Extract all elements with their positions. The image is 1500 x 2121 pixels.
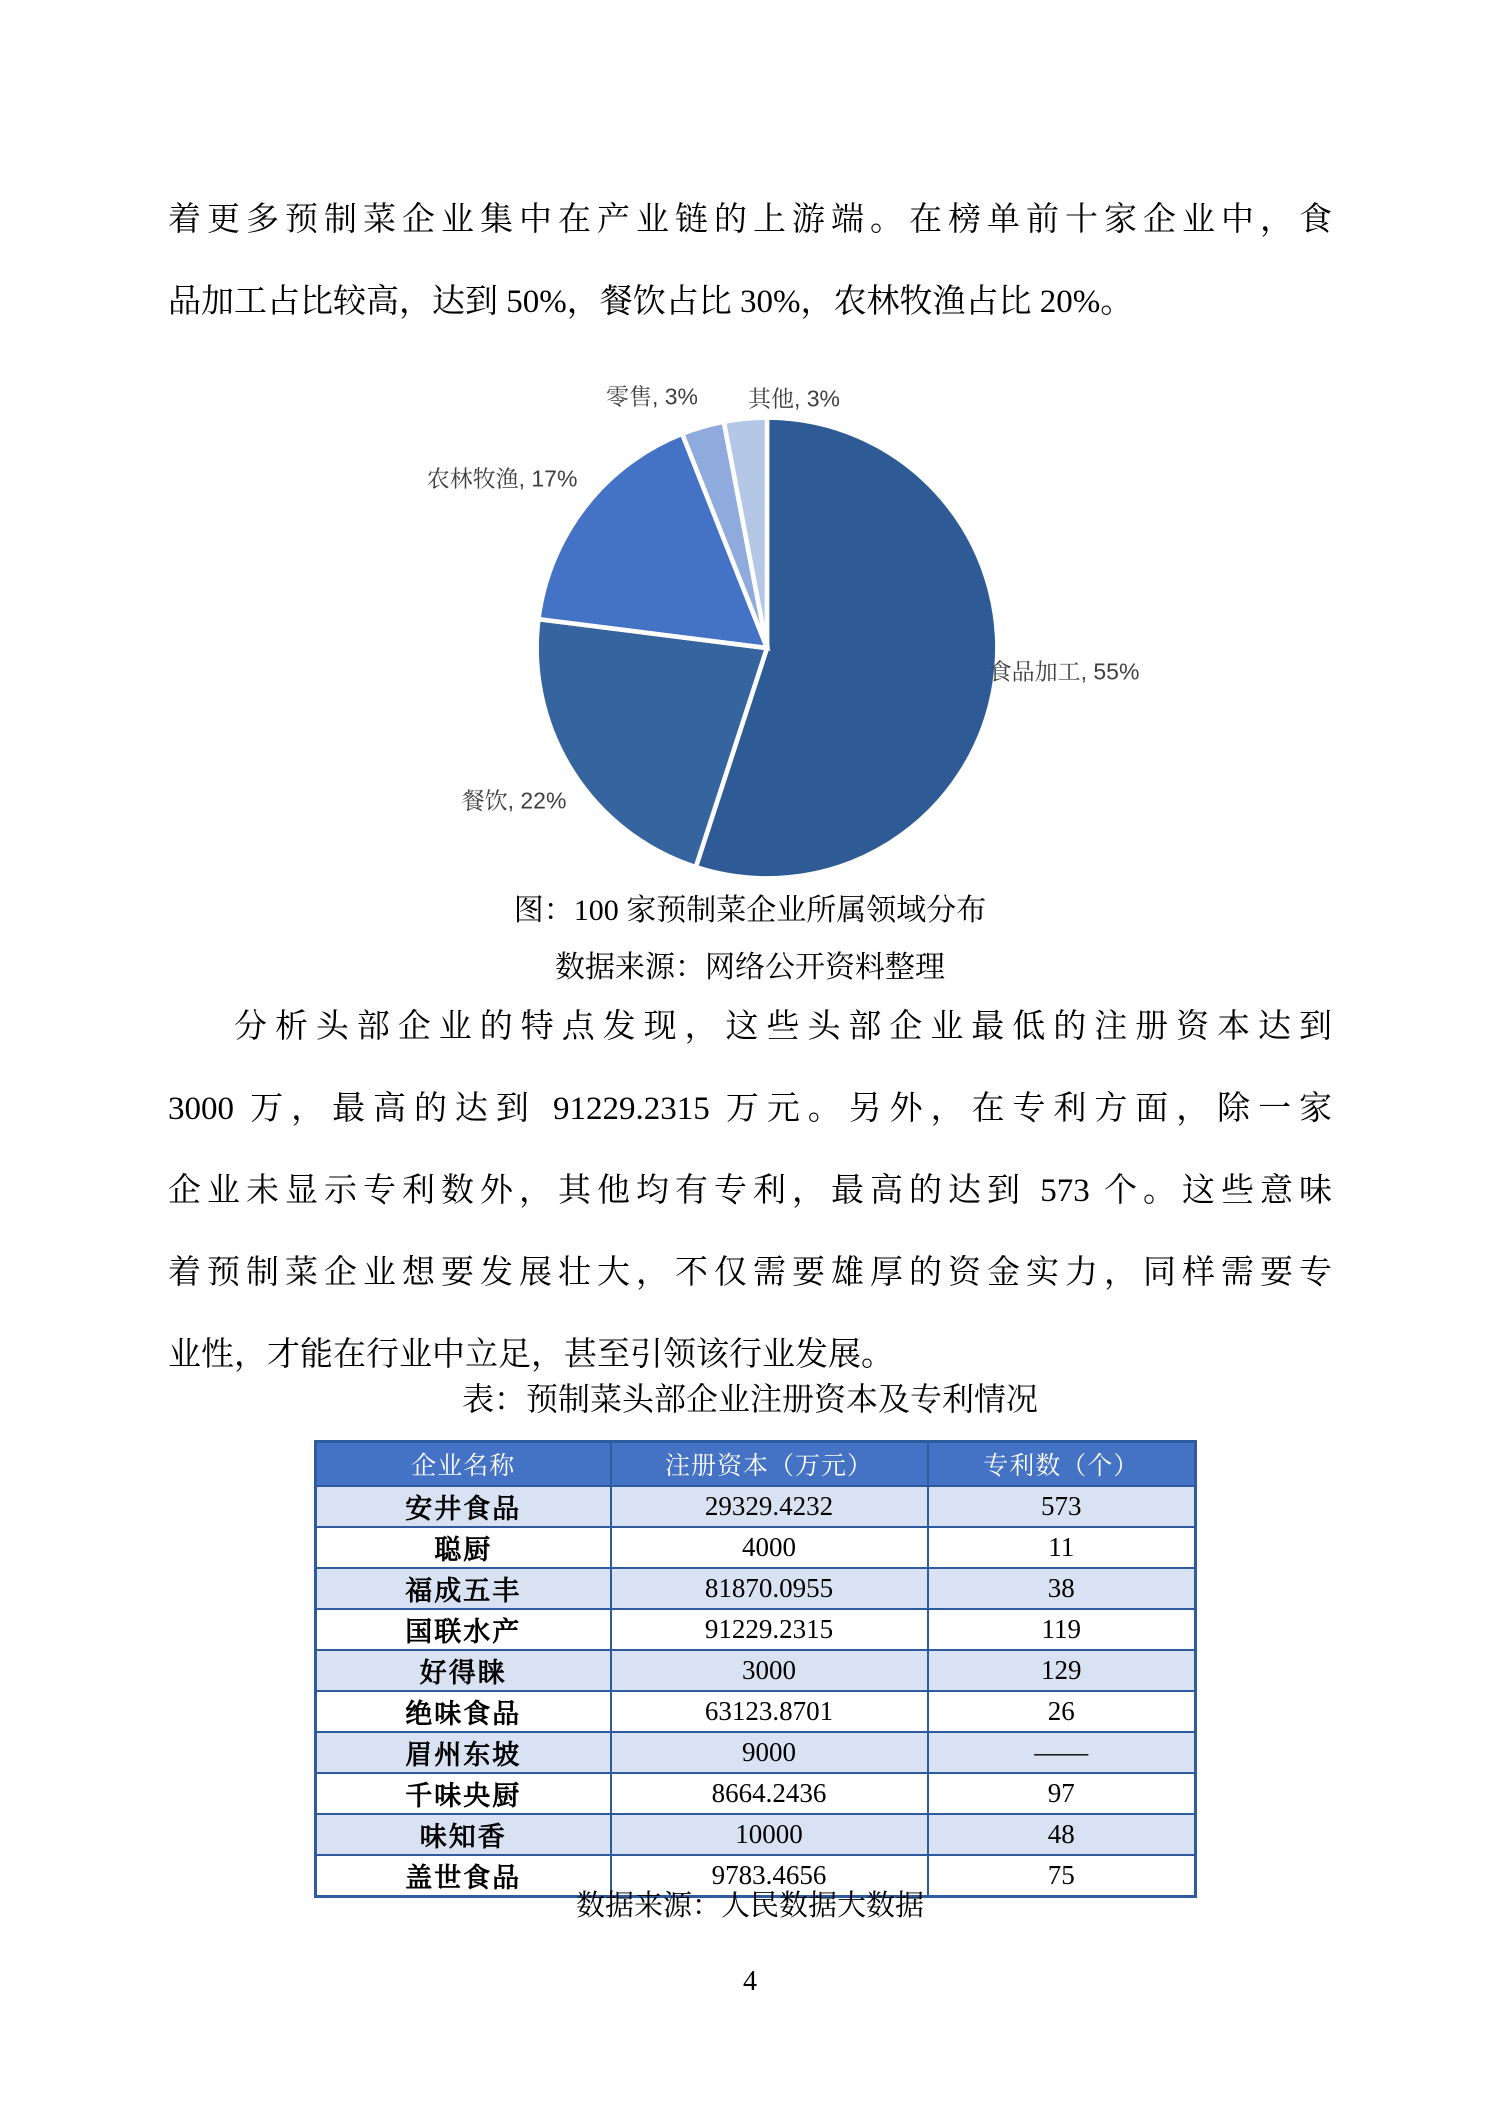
company-name-cell: 安井食品 (316, 1486, 611, 1527)
paragraph2-line1: 分析头部企业的特点发现，这些头部企业最低的注册资本达到 (234, 1009, 1332, 1045)
company-name-cell: 福成五丰 (316, 1568, 611, 1609)
patent-count-cell: 97 (928, 1773, 1196, 1814)
table-source: 数据来源：人民数据大数据 (575, 1890, 924, 1922)
patent-count-cell: 48 (928, 1814, 1196, 1855)
registered-capital-cell: 3000 (611, 1650, 928, 1691)
patent-count-cell: 26 (928, 1691, 1196, 1732)
company-name-cell: 绝味食品 (316, 1691, 611, 1732)
pie-chart (168, 340, 1332, 890)
registered-capital-cell: 81870.0955 (611, 1568, 928, 1609)
pie-svg (532, 413, 1002, 883)
table-row (316, 1486, 1196, 1527)
company-name-cell: 国联水产 (316, 1609, 611, 1650)
registered-capital-cell: 9000 (611, 1732, 928, 1773)
company-name-cell: 眉州东坡 (316, 1732, 611, 1773)
patent-count-cell: —— (928, 1732, 1196, 1773)
figure-source: 数据来源：网络公开资料整理 (555, 951, 945, 984)
paragraph2-line3: 企业未显示专利数外，其他均有专利，最高的达到 573 个。这些意味 (168, 1173, 1332, 1209)
registered-capital-cell: 29329.4232 (611, 1486, 928, 1527)
company-name-cell: 好得睐 (316, 1650, 611, 1691)
table-row (316, 1650, 1196, 1691)
column-header: 注册资本（万元） (611, 1442, 928, 1487)
registered-capital-cell: 9783.4656 (611, 1855, 928, 1897)
table-row (316, 1609, 1196, 1650)
pie-label-其他: 其他, 3% (747, 385, 841, 412)
pie-label-餐饮: 餐饮, 22% (461, 787, 567, 814)
patent-count-cell: 119 (928, 1609, 1196, 1650)
registered-capital-cell: 91229.2315 (611, 1609, 928, 1650)
patent-count-cell: 75 (928, 1855, 1196, 1897)
company-name-cell: 味知香 (316, 1814, 611, 1855)
paragraph1-line2: 品加工占比较高，达到 50%，餐饮占比 30%，农林牧渔占比 20%。 (168, 284, 1134, 320)
paragraph2-line4: 着预制菜企业想要发展壮大，不仅需要雄厚的资金实力，同样需要专 (168, 1255, 1332, 1291)
table-header-row (316, 1442, 1196, 1487)
patent-count-cell: 11 (928, 1527, 1196, 1568)
pie-label-零售: 零售, 3% (605, 383, 699, 410)
registered-capital-cell: 63123.8701 (611, 1691, 928, 1732)
patent-count-cell: 38 (928, 1568, 1196, 1609)
paragraph2-line5: 业性，才能在行业中立足，甚至引领该行业发展。 (168, 1337, 894, 1373)
table-row (316, 1527, 1196, 1568)
table-row (316, 1691, 1196, 1732)
registered-capital-cell: 8664.2436 (611, 1773, 928, 1814)
patent-count-cell: 573 (928, 1486, 1196, 1527)
company-name-cell: 盖世食品 (316, 1855, 611, 1897)
table-row (316, 1773, 1196, 1814)
paragraph1-line1: 着更多预制菜企业集中在产业链的上游端。在榜单前十家企业中，食 (168, 202, 1332, 238)
page-number: 4 (743, 1966, 757, 1997)
pie-label-食品加工: 食品加工, 55% (988, 658, 1140, 685)
company-table (314, 1440, 1197, 1898)
table-caption: 表：预制菜头部企业注册资本及专利情况 (461, 1381, 1038, 1417)
table-row (316, 1814, 1196, 1855)
patent-count-cell: 129 (928, 1650, 1196, 1691)
column-header: 专利数（个） (928, 1442, 1196, 1487)
company-name-cell: 千味央厨 (316, 1773, 611, 1814)
figure-caption: 图：100 家预制菜企业所属领域分布 (513, 894, 987, 927)
registered-capital-cell: 4000 (611, 1527, 928, 1568)
column-header: 企业名称 (316, 1442, 611, 1487)
paragraph2-line2: 3000 万，最高的达到 91229.2315 万元。另外，在专利方面，除一家 (168, 1091, 1332, 1127)
company-name-cell: 聪厨 (316, 1527, 611, 1568)
table-row (316, 1568, 1196, 1609)
table-body (316, 1486, 1196, 1897)
registered-capital-cell: 10000 (611, 1814, 928, 1855)
pie-label-农林牧渔: 农林牧渔, 17% (426, 465, 578, 492)
table-row (316, 1732, 1196, 1773)
